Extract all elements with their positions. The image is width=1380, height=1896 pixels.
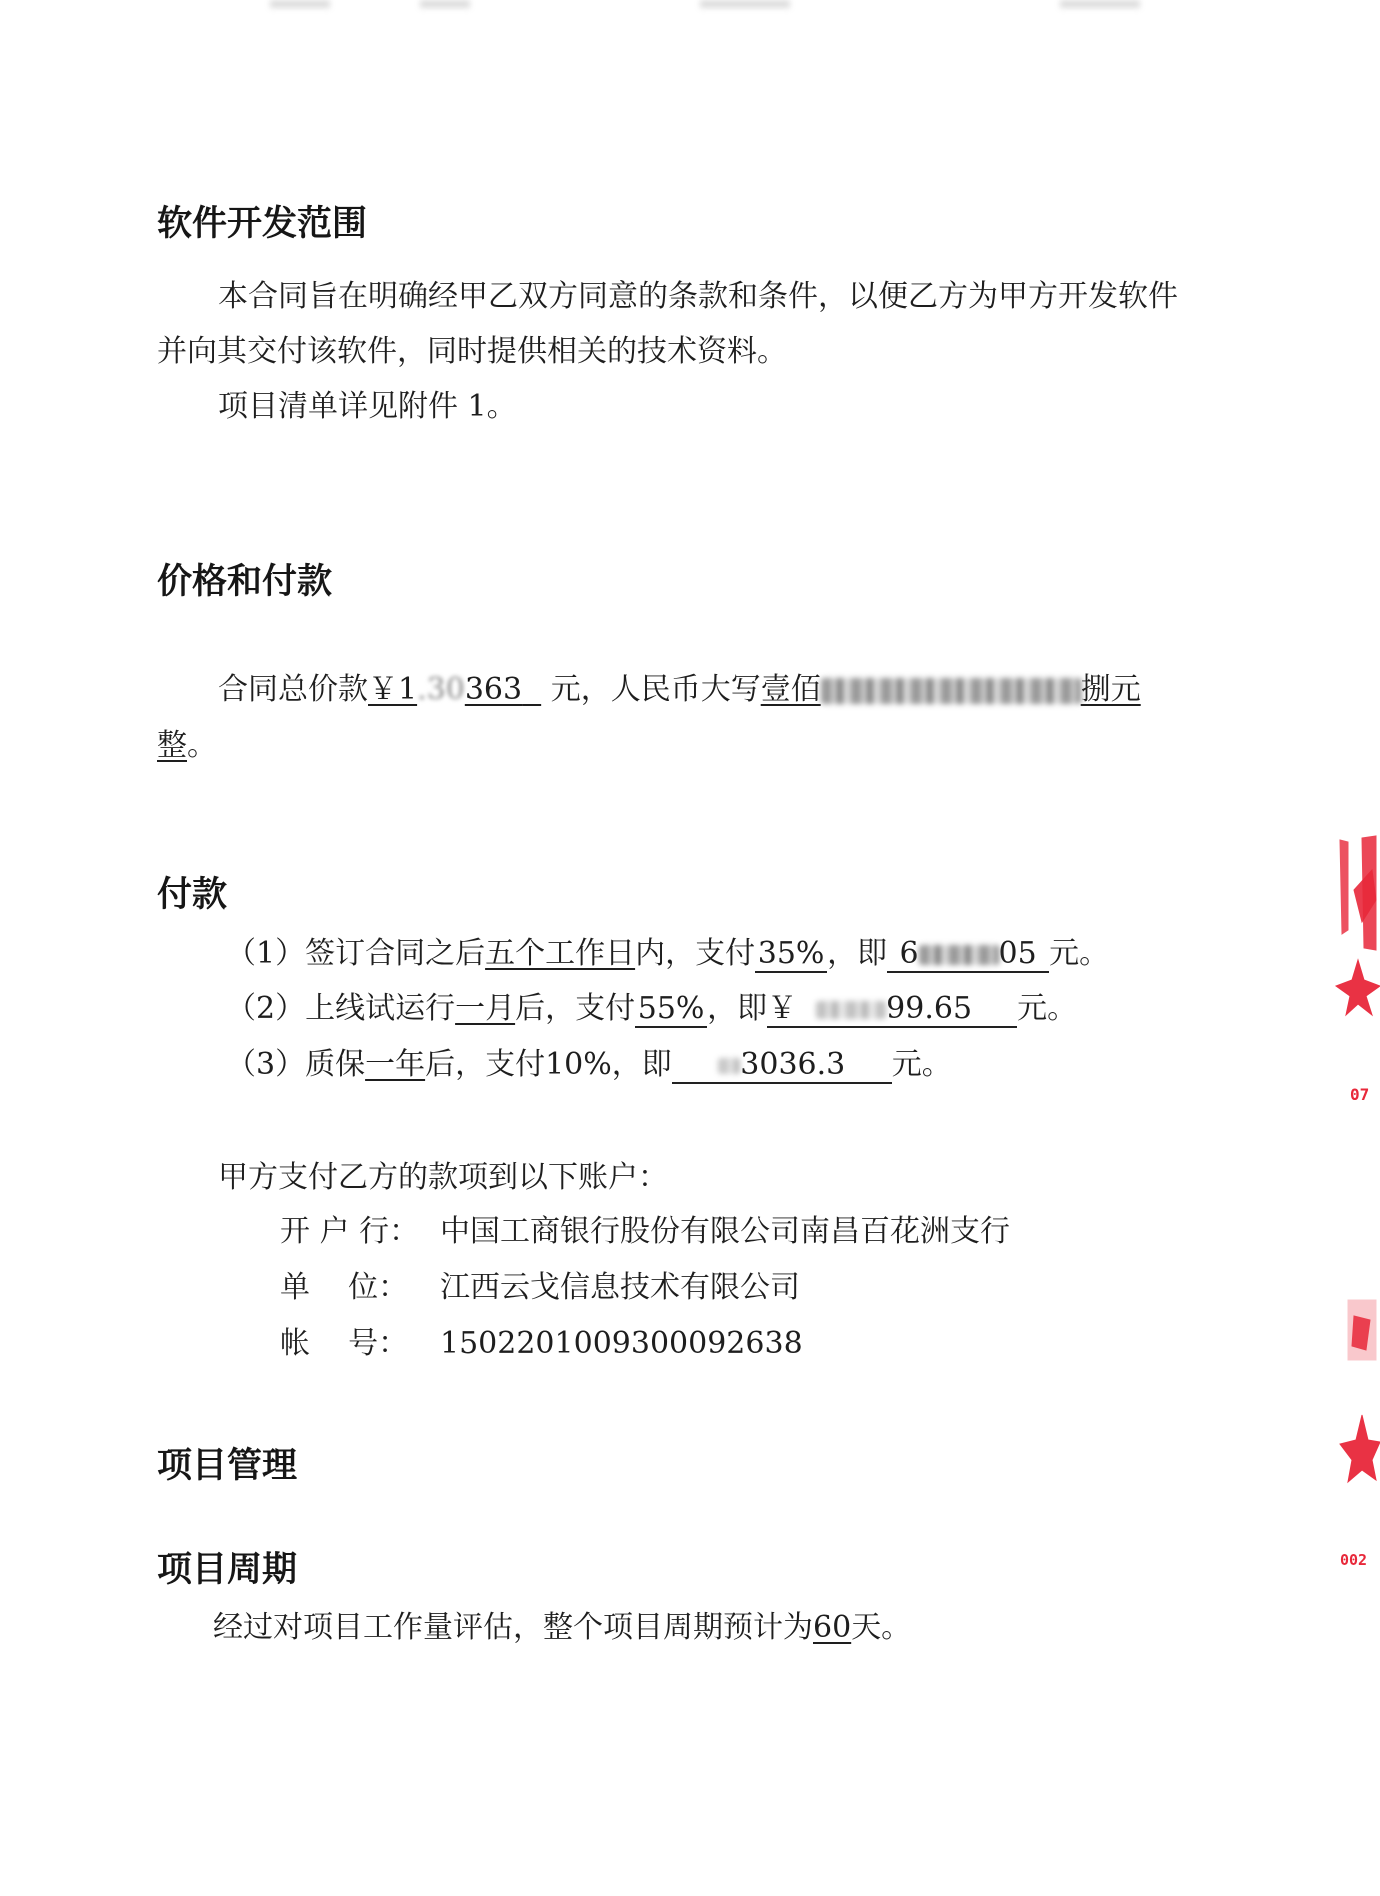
upper-start: 壹佰 bbox=[760, 672, 821, 707]
account-value: 1502201009300092638 bbox=[440, 1326, 803, 1361]
seal-text-b: 002 bbox=[1340, 1551, 1368, 1569]
period-pre: 经过对项目工作量评估，整个项目周期预计为 bbox=[213, 1610, 813, 1645]
payment-item-mid: 内，支付 bbox=[635, 936, 756, 971]
bank-value: 中国工商银行股份有限公司南昌百花洲支行 bbox=[440, 1214, 1010, 1249]
payment-item-post: 元。 bbox=[1017, 991, 1078, 1026]
seal-graphic bbox=[1332, 830, 1380, 1610]
currency-symbol: ￥ bbox=[368, 672, 398, 707]
unit-value: 江西云戈信息技术有限公司 bbox=[440, 1270, 800, 1305]
section-title-period: 项目周期 bbox=[157, 1550, 298, 1590]
amount-end: 99.65 bbox=[886, 991, 973, 1026]
account-row bbox=[280, 1324, 803, 1364]
amount-start: ￥ bbox=[767, 991, 798, 1026]
amount-end: 05 bbox=[998, 936, 1037, 971]
price-amount bbox=[368, 672, 541, 707]
upper-obscured bbox=[821, 678, 1081, 704]
amount-end: 3036.3 bbox=[740, 1047, 846, 1082]
price-line bbox=[218, 670, 1141, 710]
red-seal-partial bbox=[1332, 830, 1380, 1610]
amount-start: 6 bbox=[899, 936, 919, 971]
payment-item-pre: 签订合同之后 bbox=[305, 936, 486, 971]
price-line2-word: 整 bbox=[157, 728, 187, 763]
amount-obscured: .30 bbox=[417, 672, 465, 707]
payment-item-term: 一月 bbox=[455, 991, 516, 1026]
section-title-scope: 软件开发范围 bbox=[157, 204, 368, 244]
payment-item-mid2: ，即 bbox=[827, 936, 888, 971]
payment-item-number: （1） bbox=[226, 936, 306, 971]
payment-item-2 bbox=[226, 989, 1077, 1029]
payment-item-number: （2） bbox=[226, 991, 306, 1026]
payment-item-number: （3） bbox=[226, 1047, 306, 1082]
payment-item-pre: 质保 bbox=[305, 1047, 366, 1082]
payment-item-percent: 35% bbox=[755, 937, 827, 973]
account-label: 帐 号： bbox=[280, 1326, 409, 1361]
scope-attachment-note: 项目清单详见附件 1。 bbox=[218, 389, 517, 424]
payment-item-term: 一年 bbox=[365, 1047, 426, 1082]
period-days: 60 bbox=[813, 1610, 852, 1645]
payment-item-term: 五个工作日 bbox=[485, 936, 636, 971]
unit-label: 单 位： bbox=[280, 1270, 409, 1305]
scan-smudge bbox=[420, 0, 470, 8]
upper-end: 捌元 bbox=[1080, 672, 1141, 707]
payment-item-1 bbox=[226, 934, 1109, 974]
payment-item-mid2: ，即 bbox=[611, 1047, 672, 1082]
payment-item-amount bbox=[672, 1048, 892, 1084]
scan-smudge bbox=[270, 0, 330, 8]
amount-obscured bbox=[919, 945, 999, 965]
scan-smudge bbox=[1060, 0, 1140, 8]
payment-item-mid: 后，支付 bbox=[425, 1047, 546, 1082]
payment-item-mid: 后，支付 bbox=[515, 991, 636, 1026]
payment-item-percent: 55% bbox=[635, 992, 707, 1028]
scope-paragraph-line1: 本合同旨在明确经甲乙双方同意的条款和条件，以便乙方为甲方开发软件 bbox=[218, 279, 1178, 314]
section-title-price: 价格和付款 bbox=[157, 562, 333, 602]
scan-smudge bbox=[700, 0, 790, 8]
payment-item-amount bbox=[767, 992, 1017, 1028]
payment-item-mid2: ，即 bbox=[707, 991, 768, 1026]
payment-item-post: 元。 bbox=[891, 1047, 952, 1082]
amount-obscured bbox=[718, 1058, 740, 1074]
period-post: 天。 bbox=[851, 1610, 912, 1645]
payment-item-post: 元。 bbox=[1049, 936, 1110, 971]
scope-paragraph-line2: 并向其交付该软件，同时提供相关的技术资料。 bbox=[157, 334, 787, 369]
period-sentence bbox=[213, 1608, 911, 1648]
section-title-payment: 付款 bbox=[157, 875, 228, 915]
bank-label: 开 户 行： bbox=[280, 1214, 420, 1249]
amount-obscured bbox=[816, 1001, 886, 1019]
payment-item-percent: 10% bbox=[545, 1047, 612, 1082]
amount-start: 1 bbox=[398, 672, 418, 707]
price-line2-end: 。 bbox=[187, 728, 217, 763]
price-mid: 元，人民币大写 bbox=[550, 672, 761, 707]
bank-row bbox=[280, 1212, 1010, 1252]
section-title-management: 项目管理 bbox=[157, 1446, 298, 1486]
amount-end: 363 bbox=[464, 672, 523, 707]
seal-text-a: 07 bbox=[1350, 1085, 1370, 1104]
payment-item-amount bbox=[887, 937, 1049, 973]
price-upper-amount bbox=[761, 672, 1141, 707]
price-prefix: 合同总价款 bbox=[218, 672, 368, 707]
payment-item-3 bbox=[226, 1045, 952, 1085]
price-line2 bbox=[157, 726, 217, 766]
unit-row bbox=[280, 1268, 800, 1308]
account-intro: 甲方支付乙方的款项到以下账户： bbox=[218, 1160, 668, 1195]
payment-item-pre: 上线试运行 bbox=[305, 991, 456, 1026]
